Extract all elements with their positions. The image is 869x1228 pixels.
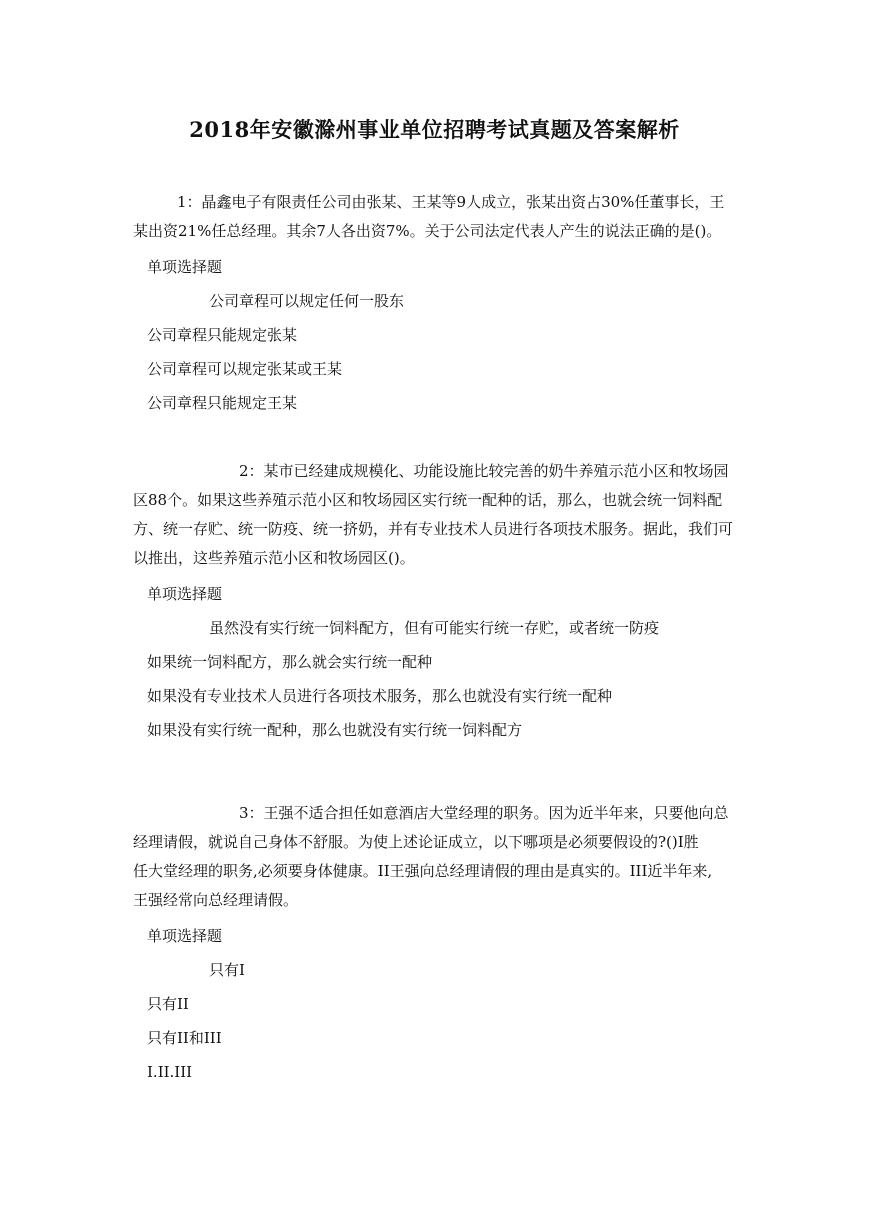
question-stem-line: 王强经常向总经理请假。 — [133, 891, 299, 909]
question-stem-line: 区88个。如果这些养殖示范小区和牧场园区实行统一配种的话，那么，也就会统一饲料配 — [133, 491, 723, 509]
question-stem-line: 以推出，这些养殖示范小区和牧场园区()。 — [133, 549, 415, 567]
question-stem-line: 1：晶鑫电子有限责任公司由张某、王某等9人成立，张某出资占30%任董事长，王 — [177, 193, 725, 211]
question-type: 单项选择题 — [147, 258, 223, 276]
option-b: 如果统一饲料配方，那么就会实行统一配种 — [147, 653, 433, 671]
option-d: I.II.III — [147, 1063, 193, 1081]
option-c: 只有II和III — [147, 1029, 222, 1047]
option-c: 公司章程可以规定张某或王某 — [147, 360, 343, 378]
document-title: 2018年安徽滁州事业单位招聘考试真题及答案解析 — [189, 117, 680, 142]
question-stem-line: 2：某市已经建成规模化、功能设施比较完善的奶牛养殖示范小区和牧场园 — [239, 462, 729, 480]
option-d: 如果没有实行统一配种，那么也就没有实行统一饲料配方 — [147, 721, 523, 739]
question-stem-line: 任大堂经理的职务,必须要身体健康。II王强向总经理请假的理由是真实的。III近半年来, — [133, 862, 713, 880]
option-d: 公司章程只能规定王某 — [147, 394, 298, 412]
option-c: 如果没有专业技术人员进行各项技术服务，那么也就没有实行统一配种 — [147, 687, 613, 705]
question-stem-line: 经理请假，就说自己身体不舒服。为使上述论证成立，以下哪项是必须要假设的?()I胜 — [133, 833, 699, 851]
option-b: 只有II — [147, 995, 189, 1013]
question-stem-line: 某出资21%任总经理。其余7人各出资7%。关于公司法定代表人产生的说法正确的是()。 — [133, 222, 722, 240]
question-stem — [133, 188, 745, 246]
question-stem-line: 方、统一存贮、统一防疫、统一挤奶，并有专业技术人员进行各项技术服务。据此，我们可 — [133, 520, 734, 538]
question-stem — [133, 799, 745, 915]
option-b: 公司章程只能规定张某 — [147, 326, 298, 344]
option-a: 虽然没有实行统一饲料配方，但有可能实行统一存贮，或者统一防疫 — [209, 619, 660, 637]
question-type: 单项选择题 — [147, 927, 223, 945]
option-a: 公司章程可以规定任何一股东 — [209, 292, 405, 310]
question-type: 单项选择题 — [147, 585, 223, 603]
question-1 — [133, 188, 745, 420]
question-stem-line: 3：王强不适合担任如意酒店大堂经理的职务。因为近半年来，只要他向总 — [239, 804, 729, 822]
option-a: 只有I — [209, 961, 245, 979]
question-2 — [133, 457, 745, 747]
question-stem — [133, 457, 745, 573]
question-3 — [133, 799, 745, 1089]
